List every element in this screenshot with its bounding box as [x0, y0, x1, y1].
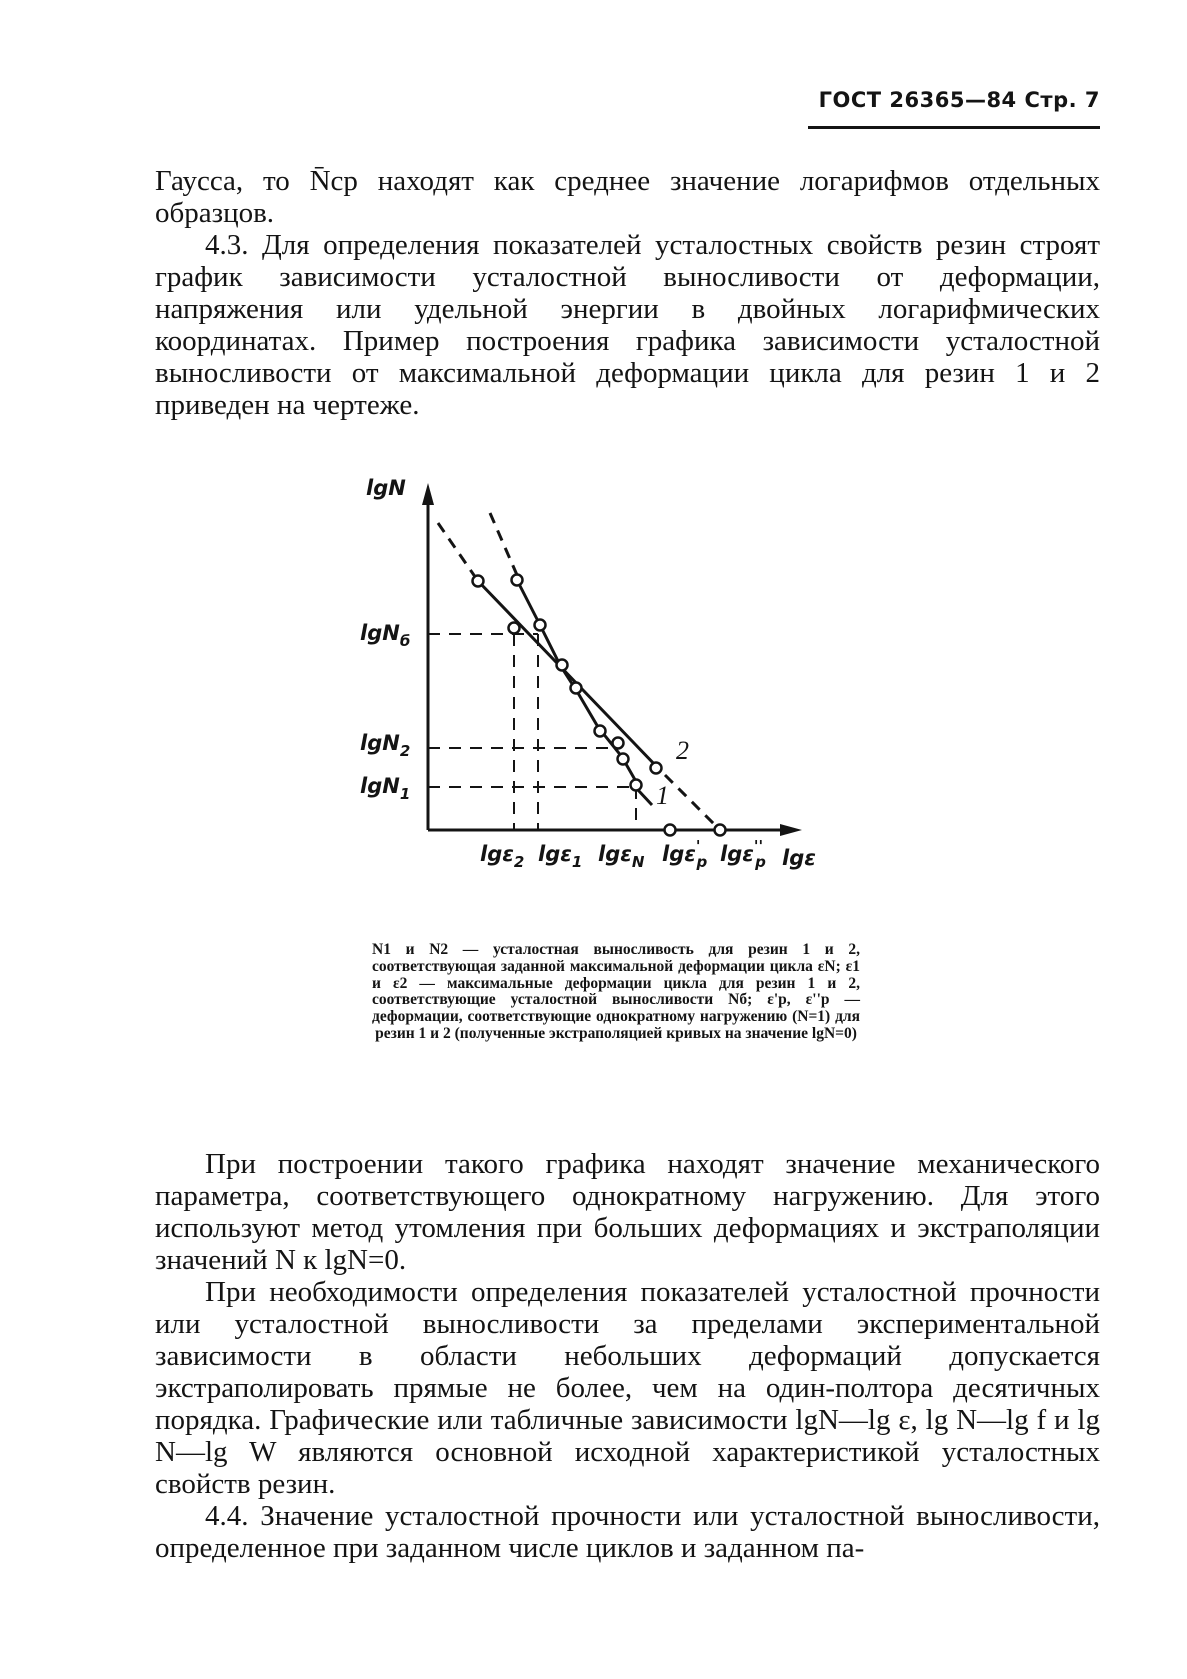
curve-2-solid: [478, 581, 658, 768]
curve-2-dashed-top: [438, 523, 478, 581]
text-block-top: [155, 165, 1100, 421]
fatigue-chart-svg: [360, 476, 880, 925]
curve-2-dashed-tail: [665, 775, 720, 830]
caption-text: N1 и N2 — усталостная выносливость для резин 1 и 2, соответствующая заданной максимальной деформации цикла εN; ε1 и ε2 — максимальные деформации цикла для резин 1 и 2, соответствующие усталостной выносливости Nб; ε'p, ε''p — деформации, соответствующие однократному нагружению (N=1) для резин 1 и 2 (полученные экстраполяцией кривых на значение lgN=0): [372, 941, 860, 1042]
y-tick-label-n1: lgN$_1$: [360, 774, 411, 803]
text-block-bottom: [155, 1148, 1100, 1564]
x-tick-label-e2: lgε$_2$: [480, 842, 525, 871]
curve-1-points: [512, 575, 676, 836]
x-tick-label-e1: lgε$_1$: [538, 842, 583, 871]
curve-1-label: 1: [656, 781, 669, 810]
paragraph: Гаусса, то N̄ср находят как среднее значение логарифмов отдельных образцов.: [155, 165, 1100, 229]
fatigue-chart: [360, 476, 880, 925]
x-axis-label: lgε: [782, 846, 816, 870]
figure-caption: [372, 942, 860, 1043]
y-tick-label-nb: lgN$_б$: [360, 621, 411, 650]
header-rule: [808, 126, 1100, 129]
paragraph: При необходимости определения показателей усталостной прочности или усталостной выносливости за пределами экспериментальной зависимости в области небольших деформаций допускается экстраполировать прямые не более, чем на один-полтора десятичных порядка. Графические или табличные зависимости lgN—lg ε, lg N—lg f и lg N—lg W являются основной исходной характеристикой усталостных свойств резин.: [155, 1276, 1100, 1500]
x-tick-label-en: lgε$_N$: [598, 842, 645, 871]
page-header: ГОСТ 26365—84 Стр. 7: [818, 88, 1100, 112]
y-axis-label: lgN: [366, 476, 406, 500]
paragraph: 4.3. Для определения показателей усталостных свойств резин строят график зависимости усталостной выносливости от деформации, напряжения или удельной энергии в двойных логарифмических координатах. Пример построения графика зависимости усталостной выносливости от максимальной деформации цикла для резин 1 и 2 приведен на чертеже.: [155, 229, 1100, 421]
x-axis-arrow: [780, 824, 802, 836]
y-tick-label-n2: lgN$_2$: [360, 731, 411, 760]
x-tick-label-ep1: lgε' p: [662, 837, 708, 871]
x-tick-label-ep2: lgε'' p: [720, 837, 766, 871]
curve-1-tail: [638, 790, 652, 805]
paragraph: 4.4. Значение усталостной прочности или усталостной выносливости, определенное при заданном числе циклов и заданном па-: [155, 1500, 1100, 1564]
curve-2-label: 2: [676, 736, 689, 765]
y-axis-arrow: [422, 483, 434, 505]
curve-1-dashed-top: [490, 513, 517, 575]
paragraph: При построении такого графика находят значение механического параметра, соответствующего однократному нагружению. Для этого используют метод утомления при больших деформациях и экстраполяции значений N к lgN=0.: [155, 1148, 1100, 1276]
